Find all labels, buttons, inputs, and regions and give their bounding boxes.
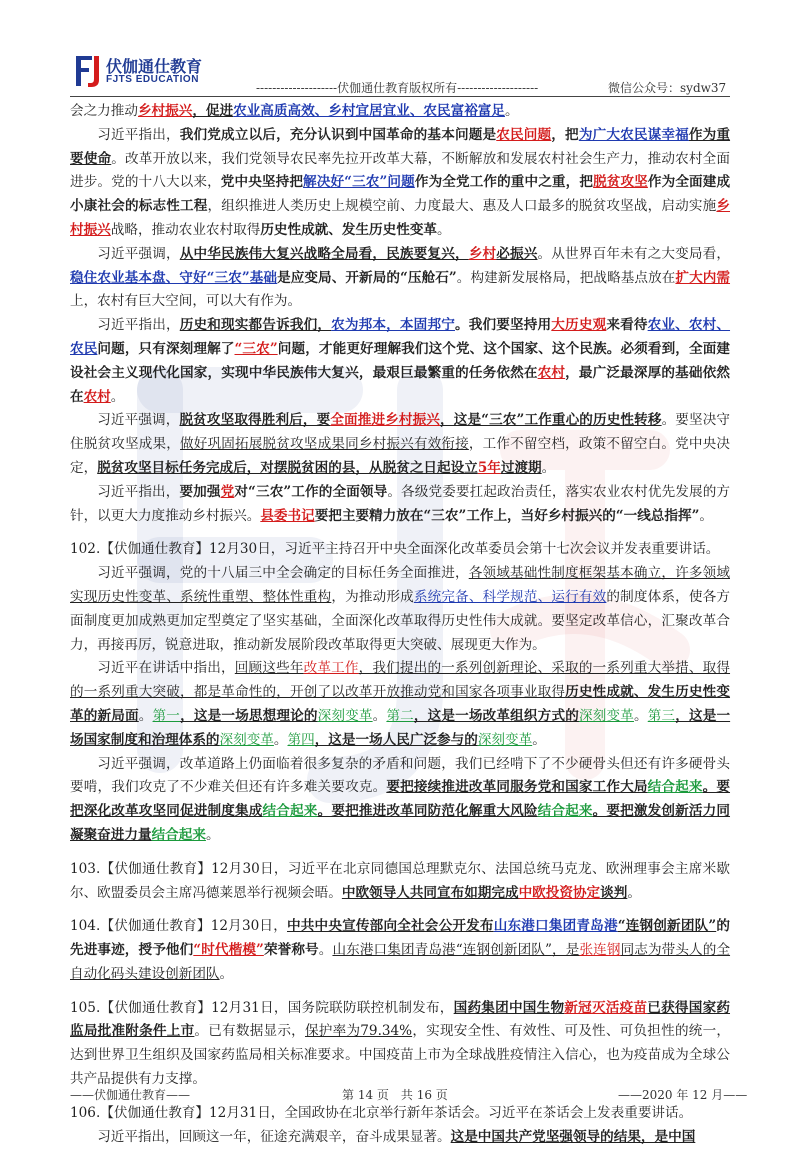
page-header: [0, 0, 800, 100]
text-run: 。要把深化改革攻坚同促进制度集成: [70, 779, 731, 820]
news-item-104: [70, 915, 730, 986]
text-run: 。: [205, 826, 220, 843]
text-run: 5年: [477, 459, 501, 476]
text-run: 深刻变革: [578, 707, 634, 724]
text-run: 为广大农民谋幸福: [578, 126, 689, 143]
logo-english-text: FJTS EDUCATION: [106, 74, 199, 85]
text-run: 改革工作: [303, 660, 359, 677]
text-run: ，这是一场国家制度和治理体系的: [70, 707, 731, 748]
text-run: 。要把推进改革同防范化解重大风险: [317, 803, 538, 820]
text-run: 。: [437, 221, 451, 238]
text-run: 脱贫攻坚取得胜利后，要: [179, 412, 331, 429]
text-run: 。要把激发创新活力同凝聚奋进力量: [70, 803, 731, 843]
text-run: 的制度体系，使各方面制度更加成熟更加定型奠定了坚实基础，全面深化改革取得历史性伟大成就。要坚定改革信心，汇聚改革合力，再接再厉，锐意进取，推动新发展阶段改革取得更大突破、展现更大作为。: [70, 588, 731, 653]
text-run: “连钢创新团队”: [617, 918, 717, 935]
text-run: 。: [219, 965, 234, 982]
text-run: 做好巩固拓展脱贫攻坚成果同乡村振兴有效衔接: [180, 436, 469, 453]
text-run: 104.【伏伽通仕教育】12月30日，: [70, 918, 287, 935]
text-run: 谈判: [600, 884, 628, 901]
text-run: ，是: [551, 942, 580, 959]
text-run: ，工作不留空档，政策不留空白。党中央决定，: [70, 436, 731, 476]
text-run: 习近平强调，: [97, 245, 180, 262]
text-run: 脱贫攻坚目标任务完成后，对摆脱贫困的县，从脱贫之日起设立: [97, 459, 478, 476]
copyright-notice: --------------------伏伽通仕教育版权所有--------------------: [256, 81, 539, 95]
news-item-105: [70, 997, 730, 1092]
text-run: 习近平指出，: [97, 483, 180, 500]
text-run: 来看待: [606, 317, 648, 334]
paragraph: [70, 657, 730, 752]
text-run: 历史和现实都告诉我们，: [179, 317, 332, 334]
text-run: 。要坚决守住脱贫攻坚成果，: [70, 412, 731, 453]
text-run: 历史性成就、发生历史性变革的新局面: [70, 684, 731, 724]
text-run: 党中央坚持把: [220, 174, 304, 191]
wechat-account: 微信公众号：sydw37: [608, 81, 727, 95]
text-run: 问题，才能更好理解我们这个党、这个国家、这个民族。必须看到，全面建设社会主义现代化国家，实现中华民族伟大复兴，最艰巨最繁重的任务依然在: [70, 340, 731, 381]
text-run: ，促进: [192, 103, 234, 119]
text-run: 稳住农业基本盘、守好“三农”基础: [70, 269, 278, 286]
text-run: 乡村振兴: [70, 198, 731, 238]
text-run: ，组织推进人类历史上规模空前、力度最大、惠及人口最多的脱贫攻坚战，启动实施: [207, 198, 717, 215]
news-item-103: [70, 858, 730, 906]
text-run: 系统完备、科学规范、运行有效: [413, 588, 607, 605]
text-run: 荣誉称号: [263, 942, 319, 959]
text-run: ，实现安全性、有效性、可及性、可负担性的统一，达到世界卫生组织及国家药监局相关标准要求。中国疫苗上市为全球战胜疫情注入信心，也为疫苗成为全球公共产品提供有力支撑。: [70, 1023, 731, 1088]
footer-date: ——2020 年 12 月——: [618, 1088, 748, 1102]
text-run: 作为重要使命: [70, 126, 731, 167]
text-run: 第一: [152, 707, 181, 724]
text-run: ，这是一场改革组织方式的: [413, 707, 579, 724]
text-run: 过渡期: [500, 459, 542, 476]
text-run: 习近平强调，改革道路上仍面临着很多复杂的矛盾和问题，我们已经啃下了不少硬骨头但还有许多硬骨头要啃，我们攻克了不少难关但还有许多难关要攻克。: [70, 755, 730, 796]
text-run: 深刻变革: [317, 707, 373, 724]
footer-brand: ——伏伽通仕教育——: [70, 1088, 191, 1102]
text-run: 第二: [386, 707, 414, 724]
text-run: ，这是“三农”工作重心的历史性转移: [440, 412, 662, 429]
text-run: 回顾这些年: [234, 660, 304, 677]
text-run: 。各级党委要扛起政治责任，落实农业农村优先发展的方针，以更大力度推动乡村振兴。: [70, 483, 731, 524]
text-run: ，最广泛最深厚的基础依然在: [70, 364, 731, 405]
text-run: 习近平指出，: [97, 126, 180, 143]
text-run: 作为全面建成小康社会的标志性工程: [70, 174, 731, 215]
text-run: 县委书记: [260, 507, 315, 524]
text-run: 深刻变革: [477, 731, 533, 748]
news-item-102: [70, 538, 730, 562]
text-run: 习近平指出，回顾这一年，征途充满艰辛，奋斗成果显著。: [97, 1128, 451, 1145]
text-run: ，把: [551, 126, 579, 143]
text-run: 。已有数据显示，: [194, 1023, 305, 1040]
text-run: 。: [699, 507, 713, 524]
text-run: 结合起来: [262, 803, 318, 820]
paragraph: [70, 100, 730, 124]
text-run: 从中华民族伟大复兴战略全局看，民族要复兴，: [179, 245, 469, 262]
text-run: 对“三农”工作的全面领导: [234, 483, 388, 500]
text-run: 。: [110, 388, 125, 405]
text-run: 问题，只有深刻理解了: [97, 340, 235, 357]
text-run: ，这是一场人民广泛参与的: [314, 731, 478, 748]
text-run: 必振兴: [496, 245, 538, 262]
text-run: 结合起来: [647, 779, 703, 796]
paragraph: [70, 409, 730, 480]
text-run: 。: [627, 884, 641, 901]
text-run: 习近平强调，: [97, 412, 180, 429]
text-run: 上，农村有巨大空间，可以大有作为。: [70, 293, 302, 310]
text-run: 张连钢: [579, 942, 621, 959]
text-run: 。: [273, 731, 288, 748]
fjts-logo-icon: [72, 52, 102, 90]
paragraph: [70, 753, 730, 848]
text-run: 山东港口集团青岛港“连钢创新团队”: [332, 942, 552, 959]
text-run: 我们党成立以后，充分认识到中国革命的基本问题是: [179, 126, 497, 143]
paragraph: [70, 243, 730, 314]
text-run: 结合起来: [537, 803, 593, 820]
text-run: 乡村: [468, 245, 497, 262]
text-run: 农村: [83, 388, 111, 405]
text-run: 农业高质高效、乡村宜居宜业、农民富裕富足: [233, 103, 505, 119]
text-run: 第四: [287, 731, 315, 748]
text-run: 要把主要精力放在“三农”工作上，当好乡村振兴的“一线总指挥”: [314, 507, 700, 524]
text-run: 脱贫攻坚: [593, 174, 648, 191]
text-run: 。: [532, 731, 546, 748]
text-run: 农民问题: [496, 126, 552, 143]
text-run: 中欧投资协定: [518, 884, 601, 901]
text-run: ，这是一场思想理论的: [180, 707, 318, 724]
text-run: 106.【伏伽通仕教育】12月31日，全国政协在北京举行新年茶话会。习近平在茶话会上发表重要讲话。: [70, 1104, 693, 1121]
text-run: 是应变局、开新局的: [277, 269, 401, 286]
text-run: 作为全党工作的重中之重: [414, 174, 566, 191]
text-run: 。: [318, 942, 333, 959]
text-run: 。: [138, 707, 153, 724]
text-run: 党: [220, 483, 235, 500]
text-run: 习近平强调，党的十八届三中全会确定的目标任务全面推进，: [97, 565, 469, 582]
text-run: 同志为带头人的全自动化码头建设创新团队: [70, 942, 731, 982]
page-footer: [0, 1080, 800, 1120]
text-run: 103.【伏伽通仕教育】12月30日，习近平在北京同德国总理默克尔、法国总统马克龙、欧洲理事会主席米歇尔、欧盟委员会主席冯德莱恩举行视频会晤。: [70, 860, 730, 901]
text-run: 新冠灭活疫苗: [564, 999, 648, 1016]
text-run: ，为推动形成: [331, 588, 414, 605]
text-run: 农为邦本，本固邦宁: [331, 317, 455, 334]
paragraph: [70, 124, 730, 243]
brand-logo: [72, 52, 232, 92]
text-run: 已获得国家药监局批准附条件上市: [70, 999, 731, 1040]
text-run: 国药集团中国生物: [453, 999, 565, 1016]
text-run: 乡村振兴: [137, 103, 193, 119]
text-run: “三农”: [234, 340, 278, 357]
paragraph: [70, 314, 730, 409]
text-run: 战略，推动农业农村取得: [110, 221, 261, 238]
text-run: 。改革开放以来，我们党领导农民率先拉开改革大幕，不断解放和发展农村社会生产力，推动农村全面进步。党的十八大以来，: [70, 150, 731, 191]
text-run: 深刻变革: [219, 731, 274, 748]
text-run: 大历史观: [551, 317, 607, 334]
text-run: 。从世界百年未有之大变局看，: [537, 245, 731, 262]
text-run: 解决好“三农”问题: [303, 174, 415, 191]
text-run: 农业、农村、农民: [70, 317, 731, 357]
text-run: 。: [372, 707, 387, 724]
text-run: 中欧领导人共同宣布如期完成: [341, 884, 519, 901]
text-run: 。: [633, 707, 648, 724]
text-run: 习近平在讲话中指出，: [97, 660, 235, 677]
text-run: 历史性成就、发生历史性变革: [260, 221, 438, 238]
text-run: ，我们提出的一系列创新理论、采取的一系列重大举措、取得的一系列重大突破，都是革命性的，开创了以改革开放推动党和国家各项事业取得: [70, 660, 731, 701]
text-run: 结合起来: [151, 826, 206, 843]
text-run: 扩大内需: [675, 269, 731, 286]
text-run: 保护率为79.34%: [304, 1023, 413, 1040]
text-run: 。: [541, 459, 556, 476]
text-run: 要把接续推进改革同服务党和国家工作大局: [386, 779, 648, 796]
page-number: 第 14 页 共 16 页: [342, 1088, 448, 1102]
text-run: “时代楷模”: [193, 942, 264, 959]
text-run: 山东港口集团青岛港: [493, 918, 618, 935]
text-run: 的先进事迹，授予他们: [70, 918, 731, 959]
text-run: 中共中央宣传部向全社会公开发布: [287, 918, 494, 935]
paragraph: [70, 562, 730, 657]
logo-chinese-text: 伏伽通仕教育: [106, 57, 203, 76]
text-run: “压舱石”: [400, 269, 457, 286]
text-run: 农村: [537, 364, 566, 381]
text-run: 105.【伏伽通仕教育】12月31日，国务院联防联控机制发布，: [70, 999, 454, 1016]
text-run: 习近平指出，: [97, 317, 180, 334]
text-run: ，把: [565, 174, 594, 191]
text-run: 会之力推动: [70, 103, 138, 119]
document-body: [70, 100, 730, 1149]
text-run: 。构建新发展格局，把战略基点放在: [456, 269, 676, 286]
header-divider: [70, 96, 730, 97]
text-run: 各领域基础性制度框架基本确立，许多领域实现历史性变革、系统性重塑、整体性重构: [70, 565, 730, 605]
text-run: 。: [505, 103, 519, 119]
paragraph: [70, 481, 730, 529]
text-run: 全面推进乡村振兴: [330, 412, 441, 429]
text-run: 这是中国共产党坚强领导的结果，是中国: [450, 1128, 696, 1145]
text-run: 要加强: [179, 483, 221, 500]
text-run: 第三: [647, 707, 676, 724]
paragraph: [70, 1126, 730, 1149]
text-run: 。我们要坚持用: [454, 317, 552, 334]
text-run: 102.【伏伽通仕教育】12月30日，习近平主持召开中央全面深化改革委员会第十七次会议并发表重要讲话。: [70, 541, 720, 558]
